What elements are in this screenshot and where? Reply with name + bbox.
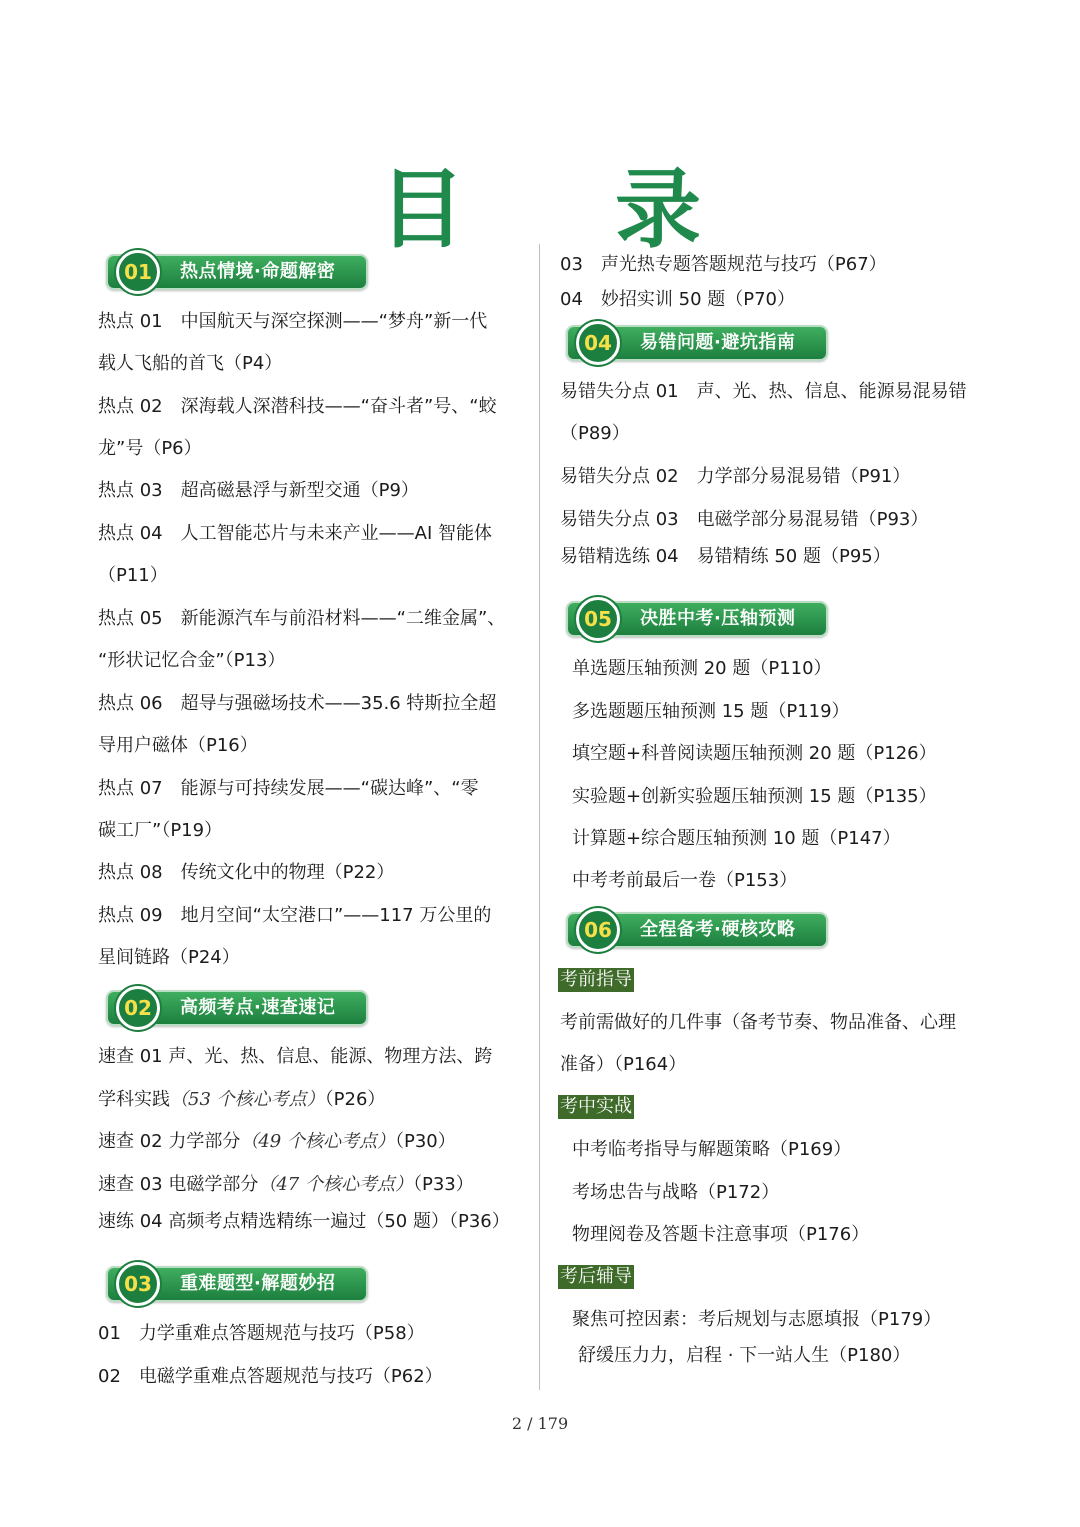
- title-char-2: 录: [615, 160, 701, 260]
- toc-entry[interactable]: 易错失分点 02 力学部分易混易错（P91）: [560, 466, 911, 487]
- toc-entry[interactable]: 04 妙招实训 50 题（P70）: [560, 289, 796, 310]
- toc-entry[interactable]: 实验题+创新实验题压轴预测 15 题（P135）: [572, 786, 937, 807]
- toc-entry[interactable]: 易错失分点 01 声、光、热、信息、能源易混易错: [560, 381, 967, 402]
- toc-entry[interactable]: 热点 01 中国航天与深空探测——“梦舟”新一代: [98, 311, 488, 332]
- toc-entry[interactable]: 单选题压轴预测 20 题（P110）: [572, 658, 832, 679]
- entry-text: 速查 02 力学部分: [98, 1131, 241, 1152]
- toc-entry[interactable]: 热点 02 深海载人深潜科技——“奋斗者”号、“蛟: [98, 396, 497, 417]
- section-number: 05: [584, 607, 612, 631]
- section-label: 高频考点·速查速记: [180, 997, 336, 1018]
- section-number: 03: [124, 1272, 152, 1296]
- toc-entry[interactable]: 速练 04 高频考点精选精练一遍过（50 题）（P36）: [98, 1211, 510, 1232]
- section-label: 热点情境·命题解密: [180, 261, 336, 282]
- toc-entry-cont[interactable]: 碳工厂”（P19）: [98, 820, 223, 841]
- toc-entry[interactable]: 舒缓压力力，启程 · 下一站人生（P180）: [578, 1345, 911, 1366]
- toc-entry[interactable]: 中考考前最后一卷（P153）: [572, 870, 798, 891]
- core-point-count: （47 个核心考点）: [258, 1174, 413, 1195]
- toc-entry-cont[interactable]: 载人飞船的首飞（P4）: [98, 353, 283, 374]
- page-ref: （P33）: [413, 1174, 474, 1195]
- section-banner-03: [102, 1264, 370, 1304]
- toc-entry-cont[interactable]: [98, 1090, 385, 1110]
- page-ref: （P26）: [324, 1089, 386, 1110]
- core-point-count: （53 个核心考点）: [170, 1089, 325, 1110]
- subsection-tag-pre-exam: 考前指导: [560, 969, 632, 990]
- subsection-tag-in-exam: 考中实战: [560, 1096, 632, 1117]
- section-label: 决胜中考·压轴预测: [640, 608, 796, 629]
- toc-entry-cont[interactable]: 导用户磁体（P16）: [98, 735, 258, 756]
- toc-entry[interactable]: 热点 06 超导与强磁场技术——35.6 特斯拉全超: [98, 693, 497, 714]
- toc-entry[interactable]: 热点 07 能源与可持续发展——“碳达峰”、“零: [98, 778, 479, 799]
- toc-entry[interactable]: 考场忠告与战略（P172）: [572, 1182, 780, 1203]
- toc-entry-cont[interactable]: （P89）: [560, 423, 630, 444]
- toc-entry[interactable]: 聚焦可控因素：考后规划与志愿填报（P179）: [572, 1309, 942, 1330]
- entry-text: 学科实践: [98, 1089, 170, 1110]
- section-banner-02: [102, 988, 370, 1028]
- toc-entry-cont[interactable]: 准备）（P164）: [560, 1054, 687, 1075]
- toc-entry-cont[interactable]: 龙”号（P6）: [98, 438, 202, 459]
- toc-entry[interactable]: 易错失分点 03 电磁学部分易混易错（P93）: [560, 509, 929, 530]
- page-number: 2 / 179: [511, 1414, 569, 1433]
- core-point-count: （49 个核心考点）: [240, 1131, 395, 1152]
- toc-entry[interactable]: 易错精选练 04 易错精练 50 题（P95）: [560, 546, 891, 567]
- section-label: 全程备考·硬核攻略: [640, 919, 796, 940]
- toc-entry[interactable]: 热点 03 超高磁悬浮与新型交通（P9）: [98, 480, 419, 501]
- toc-entry[interactable]: 01 力学重难点答题规范与技巧（P58）: [98, 1323, 425, 1344]
- toc-entry[interactable]: 热点 08 传统文化中的物理（P22）: [98, 862, 395, 883]
- toc-entry[interactable]: 热点 05 新能源汽车与前沿材料——“二维金属”、: [98, 608, 506, 629]
- section-banner-04: [562, 323, 830, 363]
- toc-entry[interactable]: 计算题+综合题压轴预测 10 题（P147）: [572, 828, 901, 849]
- toc-entry-cont[interactable]: （P11）: [98, 565, 168, 586]
- toc-entry[interactable]: 热点 04 人工智能芯片与未来产业——AI 智能体: [98, 523, 492, 544]
- toc-entry[interactable]: 热点 09 地月空间“太空港口”——117 万公里的: [98, 905, 492, 926]
- page-ref: （P30）: [395, 1131, 456, 1152]
- toc-entry[interactable]: 中考临考指导与解题策略（P169）: [572, 1139, 852, 1160]
- entry-text: 速查 03 电磁学部分: [98, 1174, 259, 1195]
- section-banner-01: [102, 252, 370, 292]
- toc-entry[interactable]: [98, 1175, 474, 1195]
- column-divider: [539, 244, 540, 1390]
- toc-entry[interactable]: 填空题+科普阅读题压轴预测 20 题（P126）: [572, 743, 937, 764]
- section-number: 01: [124, 260, 152, 284]
- toc-entry[interactable]: 速查 01 声、光、热、信息、能源、物理方法、跨: [98, 1046, 493, 1067]
- toc-entry[interactable]: 多选题题压轴预测 15 题（P119）: [572, 701, 850, 722]
- section-banner-05: [562, 599, 830, 639]
- subsection-tag-post-exam: 考后辅导: [560, 1266, 632, 1287]
- toc-entry-cont[interactable]: 星间链路（P24）: [98, 947, 240, 968]
- section-number: 02: [124, 996, 152, 1020]
- toc-entry[interactable]: [98, 1132, 456, 1152]
- section-label: 易错问题·避坑指南: [640, 332, 796, 353]
- section-number: 06: [584, 918, 612, 942]
- page-title: [0, 140, 1080, 264]
- section-number: 04: [584, 331, 612, 355]
- title-char-1: 目: [379, 160, 465, 260]
- toc-entry-cont[interactable]: “形状记忆合金”（P13）: [98, 650, 286, 671]
- toc-entry[interactable]: 03 声光热专题答题规范与技巧（P67）: [560, 254, 887, 275]
- section-label: 重难题型·解题妙招: [180, 1273, 336, 1294]
- toc-entry[interactable]: 02 电磁学重难点答题规范与技巧（P62）: [98, 1366, 443, 1387]
- section-banner-06: [562, 910, 830, 950]
- toc-entry[interactable]: 物理阅卷及答题卡注意事项（P176）: [572, 1224, 870, 1245]
- toc-entry[interactable]: 考前需做好的几件事（备考节奏、物品准备、心理: [560, 1012, 956, 1033]
